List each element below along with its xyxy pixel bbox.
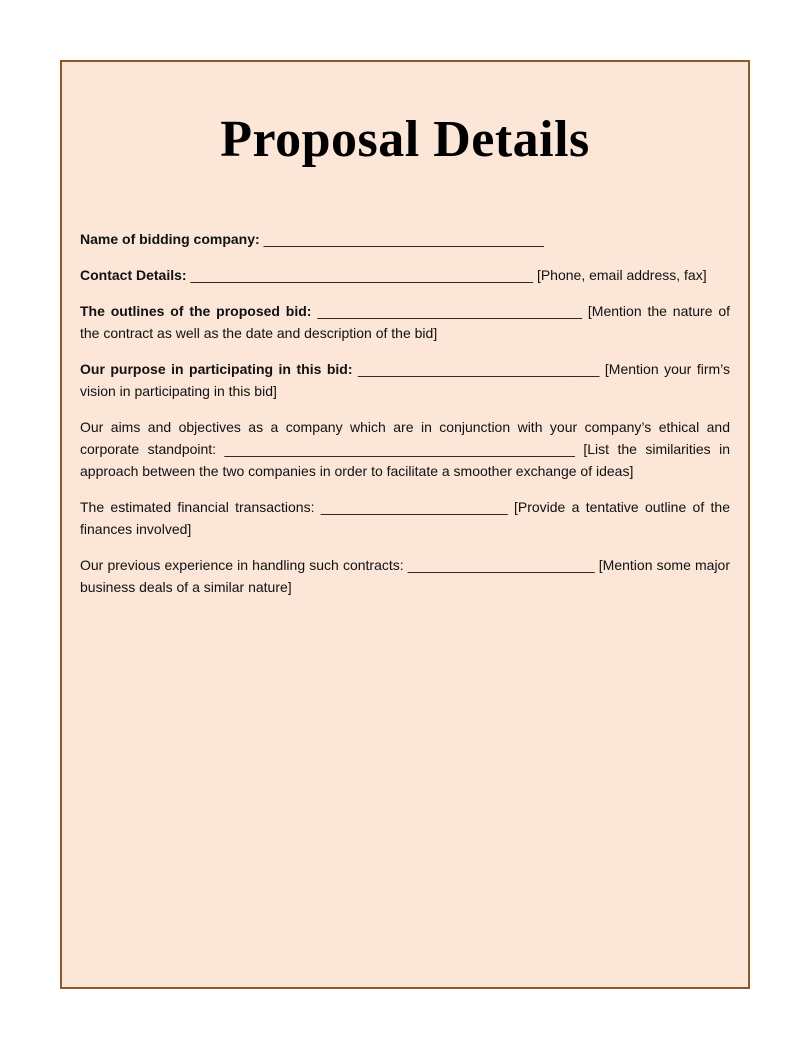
field-label: Name of bidding company: — [80, 231, 260, 247]
fill-in-blank[interactable]: ________________________ — [407, 557, 595, 573]
field-label: Our purpose in participating in this bid: — [80, 361, 353, 377]
field-note: [List the similarities in approach between the two companies in order to facilitate a smoother exchange of ideas] — [80, 441, 731, 479]
field-aims-objectives — [80, 416, 730, 482]
fill-in-blank[interactable]: _____________________________________________ — [224, 441, 575, 457]
field-financial-transactions — [80, 496, 730, 540]
field-previous-experience — [80, 554, 730, 598]
field-note: [Provide a tentative outline of the finances involved] — [80, 499, 730, 537]
field-note: [Mention the nature of the contract as well as the date and description of the bid] — [80, 303, 731, 341]
field-label: Our previous experience in handling such contracts: — [80, 557, 404, 573]
field-note: [Mention your firm’s vision in participating in this bid] — [80, 361, 731, 399]
field-note: [Phone, email address, fax] — [536, 267, 707, 283]
field-note: [Mention some major business deals of a similar nature] — [80, 557, 731, 595]
form-body — [80, 228, 730, 612]
field-label: Our aims and objectives as a company which are in conjunction with your company’s ethical and corporate standpoint: — [80, 419, 730, 457]
fill-in-blank[interactable]: _______________________________ — [358, 361, 600, 377]
field-label: Contact Details: — [80, 267, 187, 283]
fill-in-blank[interactable]: ________________________ — [320, 499, 508, 515]
page-title: Proposal Details — [220, 111, 590, 168]
field-label: The estimated financial transactions: — [80, 499, 315, 515]
field-proposed-bid — [80, 300, 730, 344]
field-label: The outlines of the proposed bid: — [80, 303, 312, 319]
fill-in-blank[interactable]: ____________________________________________ — [190, 267, 534, 283]
field-bidding-company — [80, 228, 730, 250]
fill-in-blank[interactable]: __________________________________ — [317, 303, 583, 319]
field-contact-details — [80, 264, 730, 286]
field-purpose — [80, 358, 730, 402]
document-page — [60, 60, 750, 989]
fill-in-blank[interactable]: ____________________________________ — [263, 231, 544, 247]
